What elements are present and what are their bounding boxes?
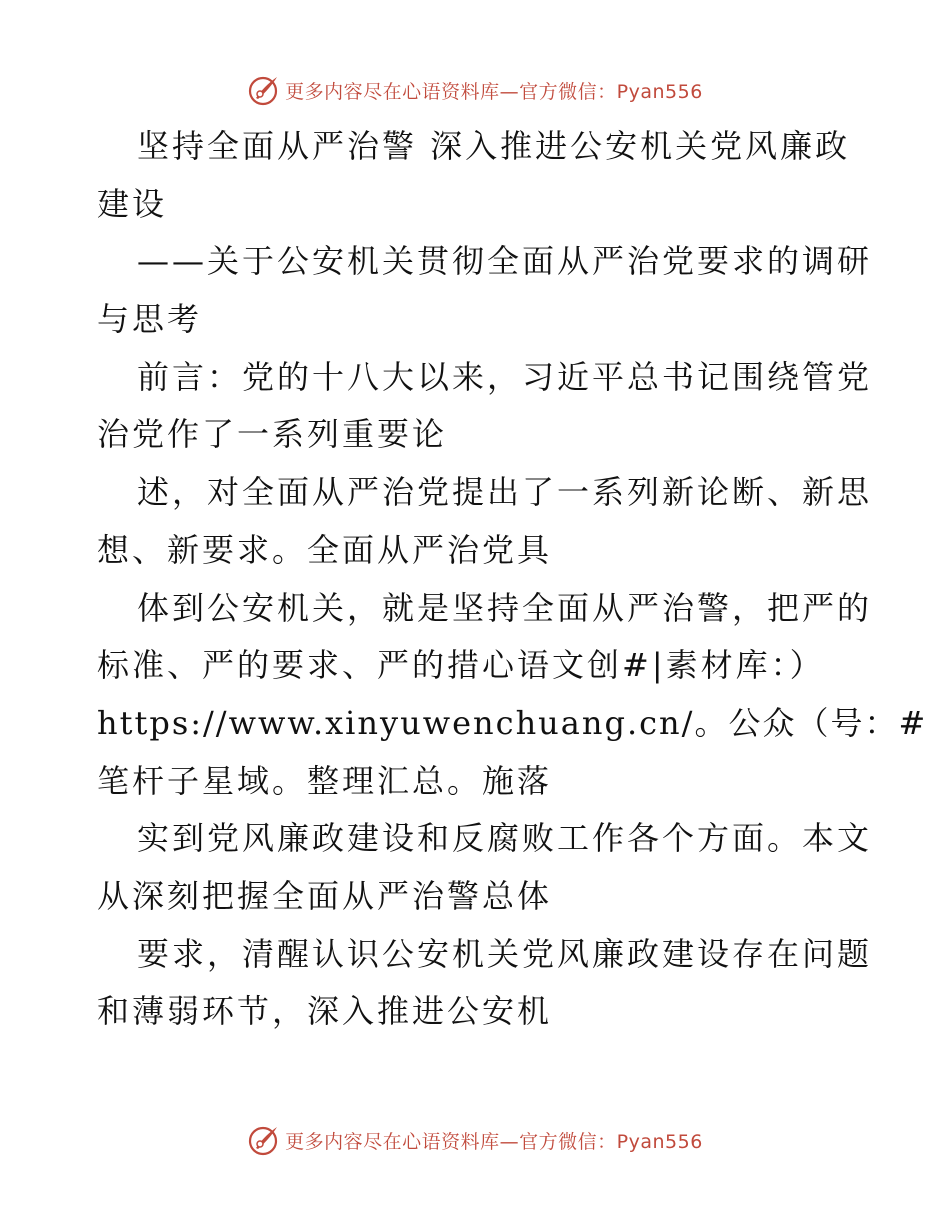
paragraph-line: 从深刻把握全面从严治警总体 xyxy=(97,876,553,915)
footer-banner xyxy=(0,1118,950,1162)
paragraph-line: https://www.xinyuwenchuang.cn/。公众（号：# xyxy=(97,703,928,742)
paragraph-line: 治党作了一系列重要论 xyxy=(97,415,448,454)
paragraph-line: 标准、严的要求、严的措心语文创#|素材库：） xyxy=(97,646,825,685)
quill-emblem-icon xyxy=(247,73,281,107)
subtitle-line-2: 与思考 xyxy=(97,300,203,339)
header-banner-text: 更多内容尽在心语资料库—官方微信：Pyan556 xyxy=(285,80,703,103)
paragraph-line: 述，对全面从严治党提出了一系列新论断、新思 xyxy=(137,473,873,512)
paragraph-line: 体到公安机关，就是坚持全面从严治警，把严的 xyxy=(137,588,873,627)
title-line-1: 坚持全面从严治警 深入推进公安机关党风廉政 xyxy=(137,127,851,165)
paragraph-line: 实到党风廉政建设和反腐败工作各个方面。本文 xyxy=(137,819,873,858)
paragraph-line: 想、新要求。全面从严治党具 xyxy=(97,530,553,569)
subtitle-line-1: ——关于公安机关贯彻全面从严治党要求的调研 xyxy=(137,242,873,281)
paragraph-line: 前言：党的十八大以来，习近平总书记围绕管党 xyxy=(137,357,873,396)
quill-emblem-icon xyxy=(247,1123,281,1157)
paragraph-line: 和薄弱环节，深入推进公安机 xyxy=(97,992,553,1031)
title-line-2: 建设 xyxy=(97,184,168,223)
header-banner xyxy=(0,68,950,112)
document-body xyxy=(97,118,928,1041)
paragraph-line: 要求，清醒认识公安机关党风廉政建设存在问题 xyxy=(137,934,873,973)
footer-banner-text: 更多内容尽在心语资料库—官方微信：Pyan556 xyxy=(285,1130,703,1153)
paragraph-line: 笔杆子星域。整理汇总。施落 xyxy=(97,761,553,800)
